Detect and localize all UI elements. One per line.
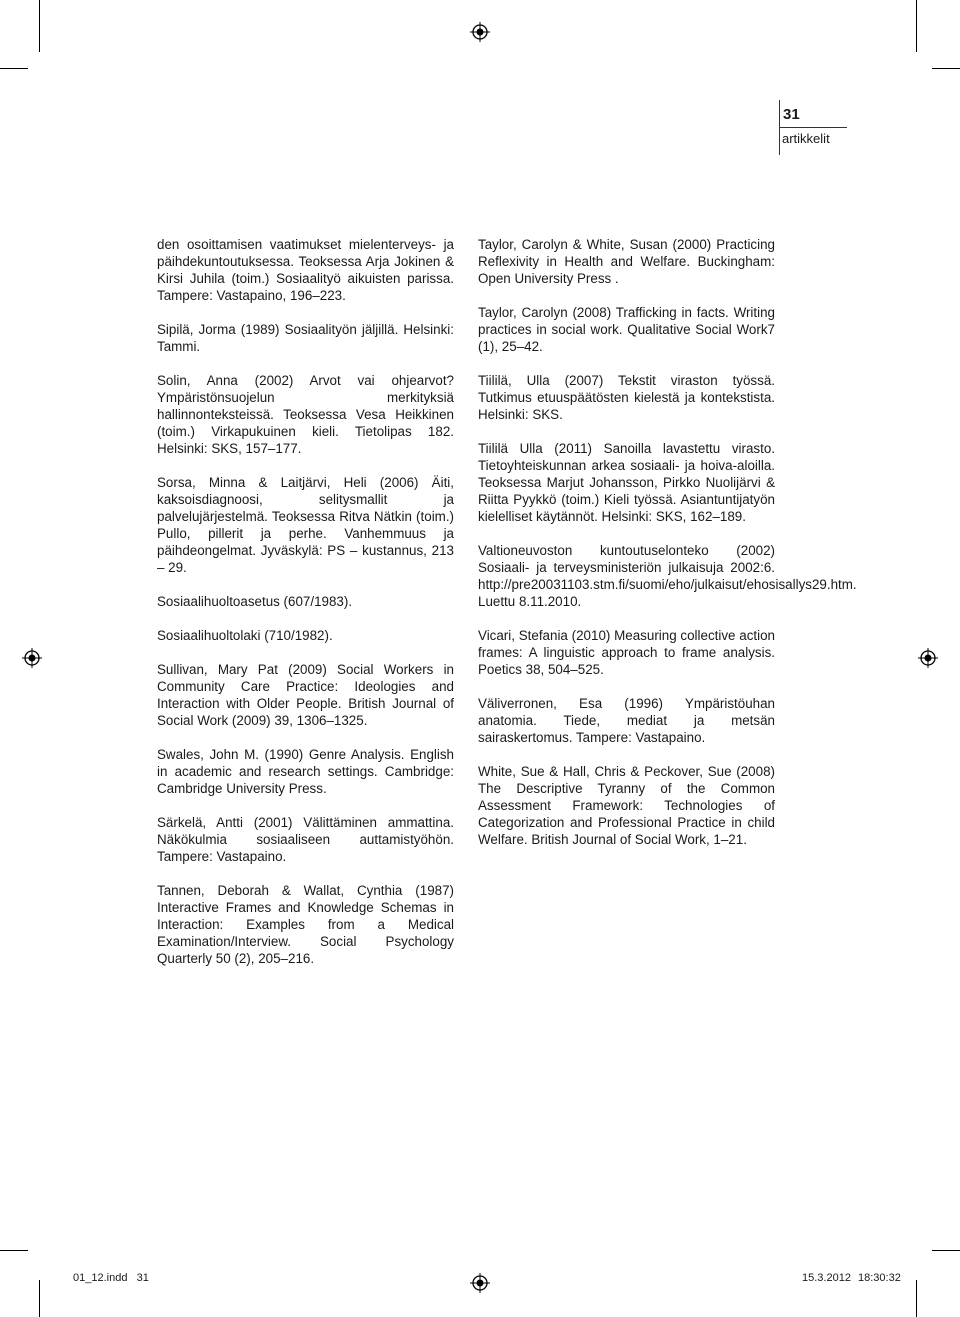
- reference-entry: Taylor, Carolyn (2008) Trafficking in facts. Writing practices in social work. Qualitative Social Work7 (1), 25–42.: [478, 305, 775, 354]
- reference-entry: Tannen, Deborah & Wallat, Cynthia (1987) Interactive Frames and Knowledge Schemas in Interaction: Examples from a Medical Examination/Interview. Social Psychology Quarterly 50 (2), 205–216.: [157, 883, 454, 966]
- crop-mark: [916, 0, 917, 52]
- references-left-column: [157, 236, 454, 984]
- crop-mark: [932, 68, 960, 69]
- indd-file-slug: 01_12.indd 31: [73, 1272, 149, 1284]
- registration-mark-icon: [470, 22, 490, 42]
- reference-entry: Sorsa, Minna & Laitjärvi, Heli (2006) Äiti, kaksoisdiagnoosi, selitysmallit ja palvelujärjestelmä. Teoksessa Ritva Nätkin (toim.) Pullo, pillerit ja perhe. Vanhemmuus ja päihdeongelmat. Jyväskylä: PS – kustannus, 213 – 29.: [157, 475, 454, 575]
- header-divider: [779, 127, 847, 128]
- reference-entry: Vicari, Stefania (2010) Measuring collective action frames: A linguistic approach to frame analysis. Poetics 38, 504–525.: [478, 628, 775, 677]
- page-number: 31: [783, 106, 800, 123]
- page-header: [779, 100, 847, 123]
- reference-entry: den osoittamisen vaatimukset mielenterveys- ja päihdekuntoutuksessa. Teoksessa Arja Jokinen & Kirsi Juhila (toim.) Sosiaalityö aikuisten parissa. Tampere: Vastapaino, 196–223.: [157, 237, 454, 303]
- crop-mark: [916, 1280, 917, 1317]
- registration-mark-icon: [918, 648, 938, 668]
- registration-mark-icon: [22, 648, 42, 668]
- reference-entry: Sosiaalihuoltolaki (710/1982).: [157, 628, 333, 643]
- crop-mark: [39, 1280, 40, 1317]
- reference-entry: Solin, Anna (2002) Arvot vai ohjearvot? Ympäristönsuojelun merkityksiä hallinnonteksteissä. Teoksessa Vesa Heikkinen (toim.) Virkapukuinen kieli. Tietolipas 182. Helsinki: SKS, 157–177.: [157, 373, 454, 456]
- reference-entry: Sipilä, Jorma (1989) Sosiaalityön jäljillä. Helsinki: Tammi.: [157, 322, 454, 354]
- registration-mark-icon: [470, 1273, 490, 1293]
- reference-entry: Sosiaalihuoltoasetus (607/1983).: [157, 594, 353, 609]
- reference-entry: Swales, John M. (1990) Genre Analysis. English in academic and research settings. Cambridge: Cambridge University Press.: [157, 747, 454, 796]
- print-date: 15.3.2012: [802, 1272, 851, 1284]
- reference-entry: Tiililä Ulla (2011) Sanoilla lavastettu virasto. Tietoyhteiskunnan arkea sosiaali- ja hoiva-aloilla. Teoksessa Marjut Johansson, Pirkko Nuolijärvi & Riitta Pyykkö (toim.) Kieli työssä. Asiantuntijatyön kielelliset käytännöt. Helsinki: SKS, 162–189.: [478, 441, 775, 524]
- crop-mark: [0, 68, 28, 69]
- print-time: 18:30:32: [858, 1272, 901, 1284]
- section-label: artikkelit: [782, 131, 830, 146]
- reference-entry: Sullivan, Mary Pat (2009) Social Workers in Community Care Practice: Ideologies and Interaction with Older People. British Journal of Social Work (2009) 39, 1306–1325.: [157, 662, 454, 728]
- reference-entry: Valtioneuvoston kuntoutuselonteko (2002) Sosiaali- ja terveysministeriön julkaisuja 2002:6. http://pre20031103.stm.fi/suomi/eho/julkaisut/ehosisallys29.htm. Luettu 8.11.2010.: [478, 543, 857, 609]
- crop-mark: [39, 0, 40, 52]
- references-right-column: [478, 236, 857, 865]
- reference-entry: Tiililä, Ulla (2007) Tekstit viraston työssä. Tutkimus etuuspäätösten kielestä ja kontekstista. Helsinki: SKS.: [478, 373, 775, 422]
- reference-entry: Väliverronen, Esa (1996) Ympäristöuhan anatomia. Tiede, mediat ja metsän sairaskertomus. Tampere: Vastapaino.: [478, 696, 775, 745]
- reference-entry: Särkelä, Antti (2001) Välittäminen ammattina. Näkökulmia sosiaaliseen auttamistyöhön. Tampere: Vastapaino.: [157, 815, 454, 864]
- reference-entry: White, Sue & Hall, Chris & Peckover, Sue (2008) The Descriptive Tyranny of the Common Assessment Framework: Technologies of Categorization and Professional Practice in child Welfare. British Journal of Social Work, 1–21.: [478, 764, 775, 847]
- crop-mark: [0, 1250, 28, 1251]
- crop-mark: [932, 1250, 960, 1251]
- reference-entry: Taylor, Carolyn & White, Susan (2000) Practicing Reflexivity in Health and Welfare. Buckingham: Open University Press .: [478, 237, 775, 286]
